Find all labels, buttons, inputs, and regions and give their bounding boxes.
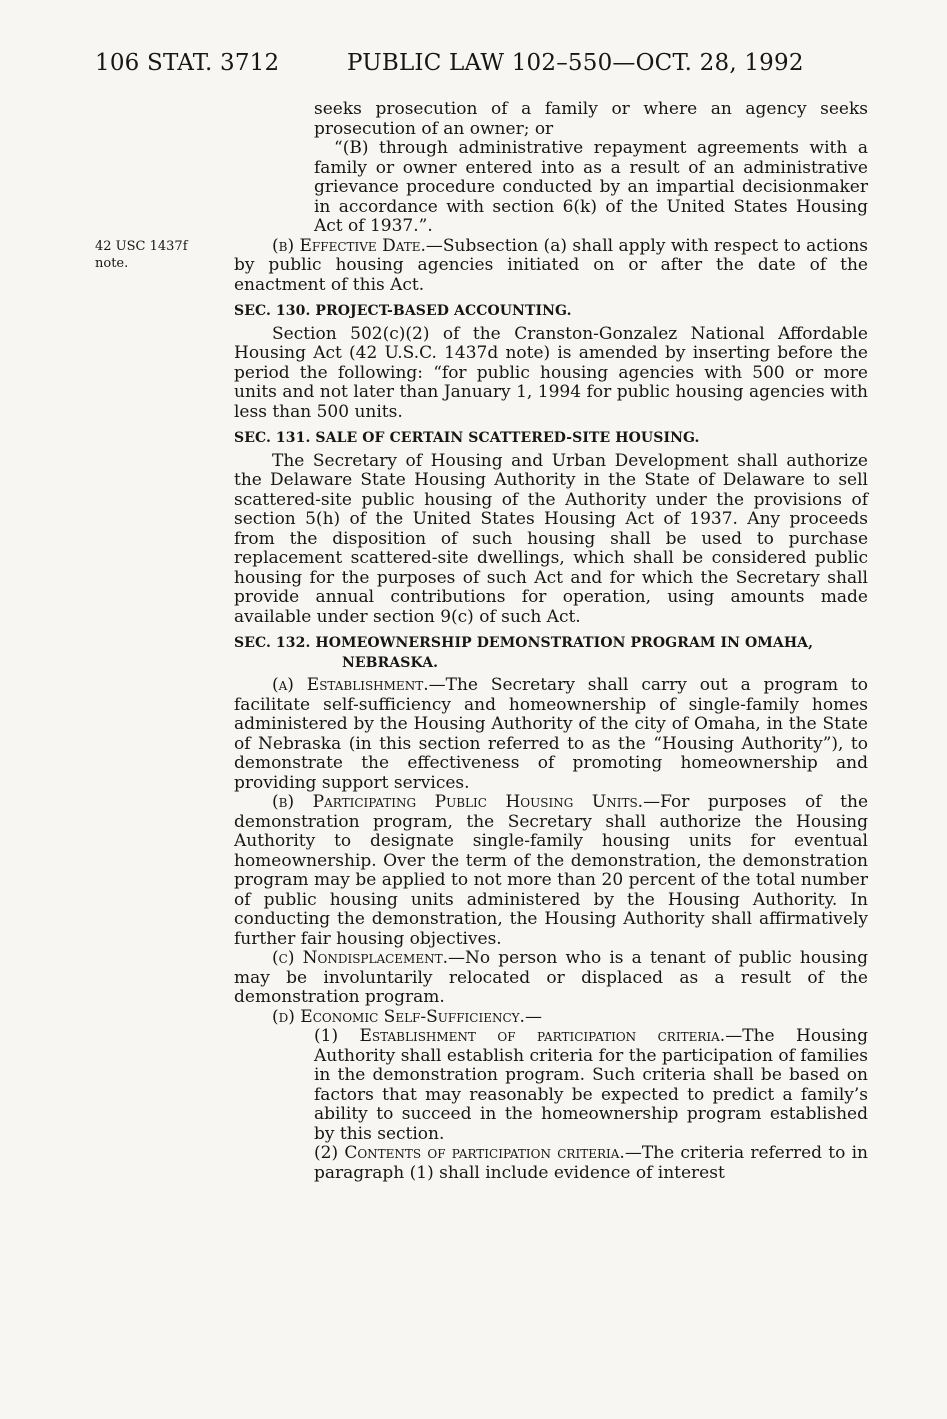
subsection-text: —Subsection (a) shall apply with respect to actions by public housing agencies initiated on or after the date of the enactment of this Act.: [234, 235, 868, 295]
paragraph-b-repayment: “(B) through administrative repayment agreements with a family or owner entered into as a result of an administrative grievance procedure conducted by an impartial decisionmaker in accordance with section 6(k) of the United States Housing Act of 1937.”.: [314, 138, 868, 236]
subsection-heading: (b) Participating Public Housing Units.: [272, 792, 644, 812]
body-text: [234, 100, 868, 1183]
statute-page-number: 106 STAT. 3712: [95, 50, 280, 76]
section-131-text: The Secretary of Housing and Urban Development shall authorize the Delaware State Housing Authority in the State of Delaware to sell scattered-site public housing of the Authority under the provisions of section 5(h) of the United States Housing Act of 1937. Any proceeds from the disposition of such housing shall be used to purchase replacement scattered-site dwellings, which shall be considered public housing for the purposes of such Act and for which the Secretary shall provide annual contributions for operation, using amounts made available under section 9(c) of such Act.: [234, 450, 868, 627]
subsection-b-effective-date: [234, 237, 868, 296]
paragraph-continuation: seeks prosecution of a family or where an agency seeks prosecution of an owner; or: [314, 99, 868, 139]
subsection-text: —No person who is a tenant of public housing may be involuntarily relocated or displaced as a result of the demonstration program.: [234, 948, 868, 1007]
subsection-d-economic-self-sufficiency: [234, 1008, 868, 1028]
paragraph-text: —The Housing Authority shall establish criteria for the participation of families in the demonstration program. Such criteria shall be based on factors that may reasonably be expected to predict a family’s ability to succeed in the homeownership program established by this section.: [314, 1026, 868, 1144]
section-131-heading: SEC. 131. SALE OF CERTAIN SCATTERED-SITE HOUSING.: [234, 430, 700, 446]
subsection-heading: (a) Establishment.: [272, 675, 429, 695]
section-132-heading: [234, 634, 868, 673]
subsection-heading: (d) Economic Self-Sufficiency.: [272, 1006, 525, 1027]
section-130-text: Section 502(c)(2) of the Cranston-Gonzalez National Affordable Housing Act (42 U.S.C. 1437d note) is amended by inserting before the period the following: “for public housing agencies with 500 or more units and not later than January 1, 1994 for public housing agencies with less than 500 units.: [234, 323, 868, 422]
section-132-heading-line1: SEC. 132. HOMEOWNERSHIP DEMONSTRATION PROGRAM IN OMAHA,: [234, 635, 814, 651]
public-law-citation: PUBLIC LAW 102–550—OCT. 28, 1992: [347, 50, 804, 76]
paragraph-heading: (1) Establishment of participation criteria.: [314, 1026, 726, 1046]
margin-note-label: note.: [95, 256, 129, 271]
paragraph-d2-contents: [234, 1144, 868, 1183]
section-132-heading-line2: NEBRASKA.: [342, 654, 439, 671]
subsection-text: —The Secretary shall carry out a program to facilitate self-sufficiency and homeownership of single-family homes administered by the Housing Authority of the city of Omaha, in the State of Nebraska (in this section referred to as the “Housing Authority”), to demonstrate the effectiveness of promoting homeownership and providing support services.: [234, 675, 868, 793]
paragraph-heading: (2) Contents of participation criteria.: [314, 1143, 625, 1163]
subsection-b-participating-units: [234, 793, 868, 949]
subsection-heading: (b) Effective Date.: [272, 235, 426, 256]
section-130-heading: SEC. 130. PROJECT-BASED ACCOUNTING.: [234, 303, 572, 319]
margin-note: [95, 238, 225, 272]
margin-note-citation: 42 USC 1437f: [95, 239, 188, 254]
subsection-a-establishment: [234, 676, 868, 793]
paragraph-d1-criteria: [234, 1027, 868, 1144]
paragraph-text: —The criteria referred to in paragraph (1) shall include evidence of interest: [314, 1143, 868, 1183]
subsection-heading: (c) Nondisplacement.: [272, 948, 449, 968]
subsection-c-nondisplacement: [234, 949, 868, 1008]
subsection-text: —: [524, 1006, 542, 1027]
subsection-text: —For purposes of the demonstration program, the Secretary shall authorize the Housing Authority to designate single-family housing units for eventual homeownership. Over the term of the demonstration, the demonstration program may be applied to not more than 20 percent of the total number of public housing units administered by the Housing Authority. In conducting the demonstration, the Housing Authority shall affirmatively further fair housing objectives.: [234, 792, 869, 949]
